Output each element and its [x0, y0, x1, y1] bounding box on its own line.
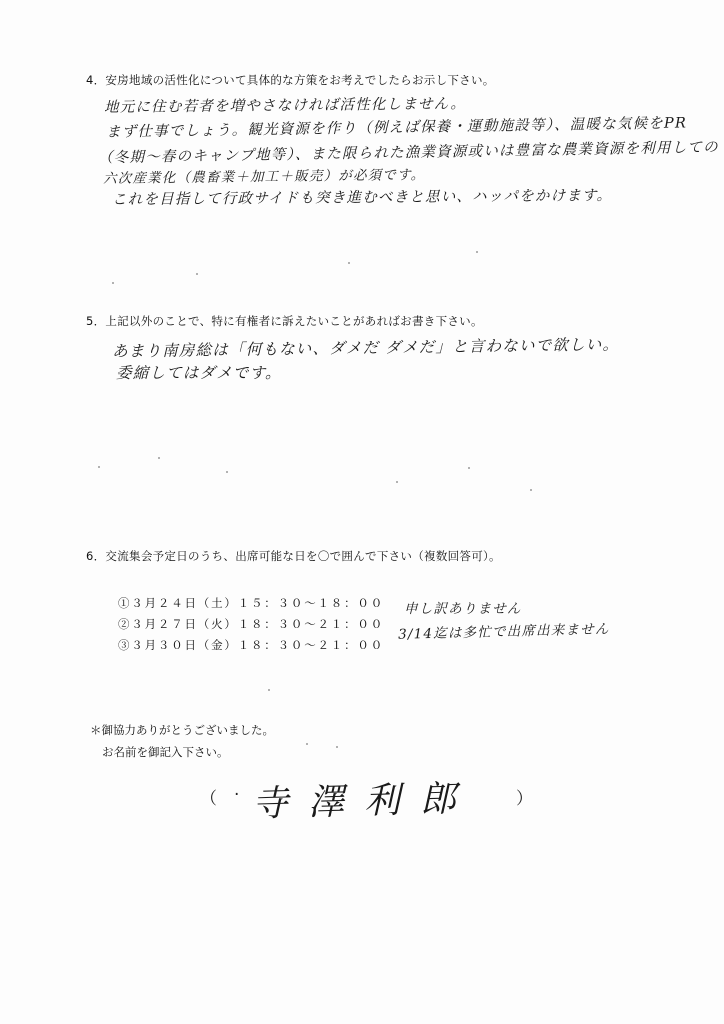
name-close-paren: ） [516, 789, 533, 809]
date-option-2: ②３月２７日（火）１８：３０～２１：００ [118, 617, 384, 631]
answer-5-line-1: あまり南房総は「何もない、ダメだ ダメだ」と言わないで欲しい。 [111, 335, 620, 361]
question-4: 4．安房地域の活性化について具体的な方策をお考えでしたらお示し下さい。 [86, 73, 495, 87]
answer-4-line-5: これを目指して行政サイドも突き進むべきと思い、ハッパをかけます。 [111, 187, 613, 209]
thanks-text: ＊御協力ありがとうございました。 [90, 723, 274, 737]
answer-4-line-1: 地元に住む若者を増やさなければ活性化しません。 [103, 96, 467, 116]
name-open-paren: （ [200, 789, 217, 809]
name-dot: . [234, 780, 240, 800]
name-prompt: お名前を御記入下さい。 [102, 745, 229, 759]
question-5: 5．上記以外のことで、特に有権者に訴えたいことがあればお書き下さい。 [86, 314, 483, 328]
date-option-1: ①３月２４日（土）１５：３０～１８：００ [118, 596, 384, 610]
attendance-note-1: 申し訳ありません [404, 601, 522, 617]
answer-4-line-4: 六次産業化（農畜業＋加工＋販売）が必須です。 [102, 167, 426, 187]
question-6: 6．交流集会予定日のうち、出席可能な日を〇で囲んで下さい（複数回答可）。 [86, 549, 501, 563]
date-option-3: ③３月３０日（金）１８：３０～２１：００ [118, 638, 384, 652]
signature-name: 寺澤利郎 [251, 778, 477, 825]
attendance-note-2: 3/14迄は多忙で出席出来ません [397, 621, 610, 643]
answer-4-line-3: （冬期～春のキャンプ地等）、また限られた漁業資源或いは豊富な農業資源を利用しての [97, 139, 719, 167]
answer-5-line-2: 委縮してはダメです。 [116, 364, 282, 382]
answer-4-line-2: まず仕事でしょう。観光資源を作り（例えば保養・運動施設等）、温暖な気候をPR [105, 115, 688, 141]
